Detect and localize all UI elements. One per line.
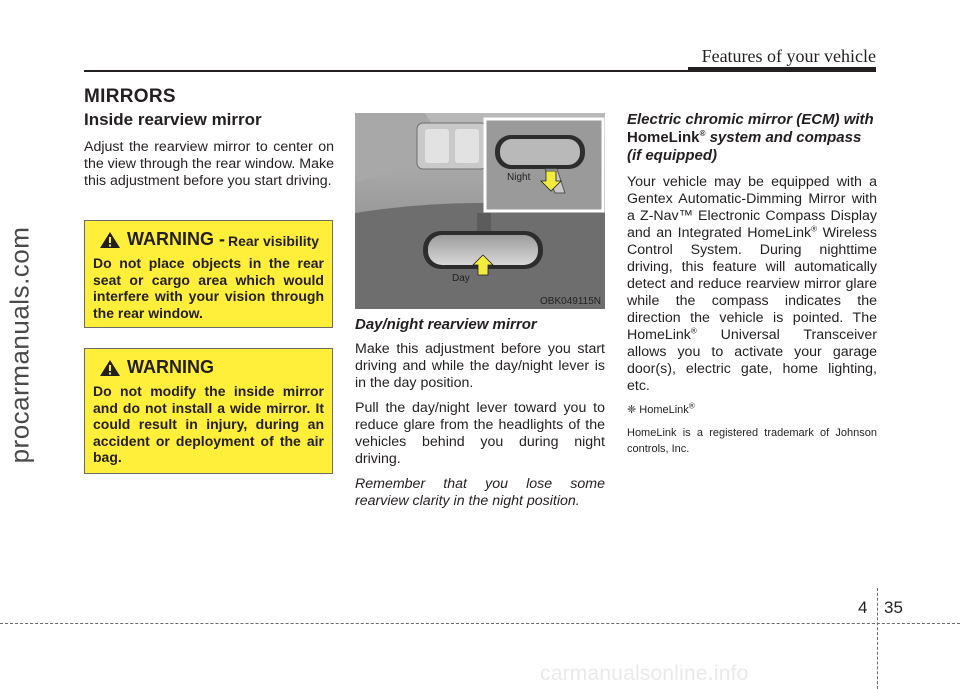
page-header-title: Features of your vehicle — [701, 46, 876, 66]
inside-mirror-paragraph: Adjust the rearview mirror to center on the view through the rear window. Make this adjustment before you start driving. — [84, 139, 334, 189]
chapter-number: 4 — [858, 598, 868, 617]
ecm-heading-brand: HomeLink — [627, 129, 700, 146]
warning-header — [93, 357, 324, 378]
ecm-paragraph-b: Wireless Control System. During nighttime driving, this feature will automatically detect and reduce rearview mirror glare while the compass indicates the direction the vehicle is pointed. The HomeLink — [627, 225, 877, 343]
figure-label-day: Day — [452, 273, 470, 284]
warning-box-rear-visibility — [84, 220, 333, 328]
watermark — [2, 175, 38, 515]
day-night-note: Remember that you lose some rearview clarity in the night position. — [355, 476, 605, 509]
homelink-note-text: HomeLink is a registered trademark of Johnson controls, Inc. — [627, 427, 877, 455]
warning-body: Do not modify the inside mirror and do not install a wide mirror. It could result in injury, during an accident or deployment of the air bag. — [93, 383, 324, 465]
warning-body: Do not place objects in the rear seat or cargo area which would interfere with your vision through the rear window. — [93, 255, 324, 321]
homelink-note-heading — [627, 403, 877, 416]
warning-header — [93, 229, 324, 250]
ecm-paragraph — [627, 174, 877, 395]
day-night-heading: Day/night rearview mirror — [355, 316, 537, 333]
footer-divider — [877, 588, 878, 689]
warning-label: WARNING — [127, 357, 214, 377]
section-title: MIRRORS — [84, 86, 176, 107]
day-night-paragraph-1: Make this adjustment before you start driving and while the day/night lever is in the day position. — [355, 341, 605, 391]
mirror-drawing — [355, 113, 605, 309]
ecm-paragraph-c: Universal Transceiver allows you to activate your garage door(s), electric gate, home lighting, etc. — [627, 327, 877, 394]
warning-triangle-icon — [99, 359, 121, 377]
reg-mark: ® — [811, 224, 817, 234]
ecm-heading-part1: Electric chromic mirror (ECM) with — [627, 111, 874, 128]
reg-mark: ® — [699, 129, 706, 138]
ecm-paragraph-a: Your vehicle may be equipped with a Gentex Automatic-Dimming Mirror with a Z-Nav™ Electronic Compass Display and an Integrated HomeLink — [627, 174, 877, 241]
reg-mark: ® — [690, 326, 697, 336]
column-inside-mirror — [84, 110, 334, 198]
ecm-heading — [627, 111, 877, 165]
header-rule-accent — [688, 67, 876, 72]
day-night-paragraph-2: Pull the day/night lever toward you to reduce glare from the headlights of the vehicles behind you during night driving. — [355, 400, 605, 467]
figure-label-night: Night — [507, 172, 531, 183]
inside-mirror-heading: Inside rearview mirror — [84, 110, 262, 129]
figure-code: OBK049115N — [540, 296, 601, 307]
column-ecm-homelink — [627, 111, 877, 457]
column-day-night-mirror — [355, 316, 605, 510]
watermark-text: procarmanuals.com — [4, 226, 35, 464]
footer-rule — [0, 623, 960, 624]
warning-subtitle: Rear visibility — [228, 233, 320, 249]
warning-triangle-icon — [99, 231, 121, 249]
warning-box-mirror-modification — [84, 348, 333, 474]
footer-site-watermark: carmanualsonline.info — [540, 662, 749, 685]
rearview-mirror-illustration — [355, 113, 605, 309]
note-prefix-icon: ❈ — [627, 404, 637, 416]
warning-label: WARNING - — [127, 229, 225, 249]
page-number: 35 — [884, 598, 903, 617]
note-label: HomeLink — [639, 404, 689, 416]
reg-mark: ® — [688, 401, 695, 411]
ecm-heading-part2: system and compass (if equipped) — [627, 129, 862, 164]
